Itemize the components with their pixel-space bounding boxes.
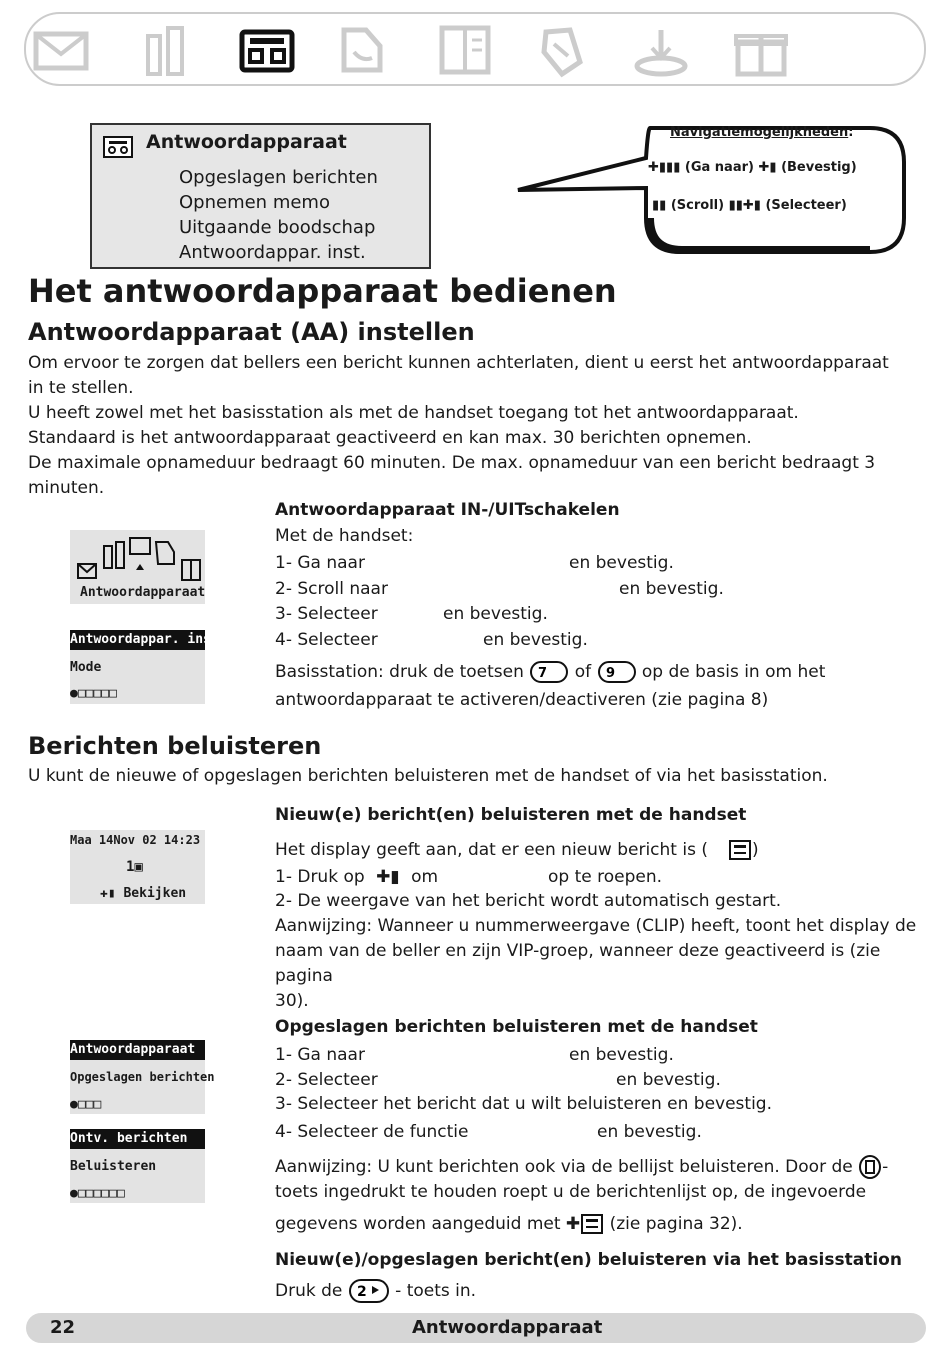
phonebook-icon <box>436 22 494 78</box>
envelope-icon <box>32 22 90 78</box>
footer-section: Antwoordapparaat <box>412 1317 603 1338</box>
lcd-date: Maa 14Nov 02 14:23 <box>70 833 201 847</box>
tools-icon <box>138 22 196 78</box>
saved-note-1: Aanwijzing: U kunt berichten ook via de bellijst beluisteren. Door de - <box>275 1154 888 1180</box>
lcd-screen-new-message <box>70 830 205 904</box>
new-msg-notes: 2- De weergave van het bericht wordt automatisch gestart. Aanwijzing: Wanneer u nummerweergave (CLIP) heeft, toont het display de naam van de beller en zijn VIP-groep, wanneer deze geactiveerd is (zie pagina 30). <box>275 891 917 1011</box>
svg-text:9: 9 <box>605 666 615 681</box>
message-icon <box>728 839 752 861</box>
message-icon: ▣ <box>134 859 143 875</box>
nav-title: Navigatiemogelijkheden: <box>670 125 854 140</box>
menu-box <box>90 123 431 269</box>
clock-phone-icon <box>534 22 592 78</box>
nav-line-1: ✚▮▮▮ (Ga naar) ✚▮ (Bevestig) <box>648 160 857 175</box>
lcd-scroll-dots: ●□□□□□ <box>70 686 117 701</box>
saved-note-3: gegevens worden aangeduid met ✚ (zie pagina 32). <box>275 1214 743 1234</box>
page-number: 22 <box>50 1317 76 1338</box>
step-4: 4- Selecteer en bevestig. <box>275 630 588 650</box>
lcd-screen-menu <box>70 530 205 604</box>
lcd-line: Mode <box>70 660 102 675</box>
call-log-key-icon <box>858 1154 882 1180</box>
top-menu-strip <box>24 12 926 86</box>
lcd-line: Beluisteren <box>70 1159 157 1174</box>
section-intro: Om ervoor te zorgen dat bellers een bericht kunnen achterlaten, dient u eerst het antwoordapparaat in te stellen. U heeft zowel met het basisstation als met de handset toegang tot het antwoordapparaat. Standaard is het antwoordapparaat geactiveerd en kan max. 30 berichten opnemen. De maximale opnameduur bedraagt 60 minuten. De max. opnameduur van een bericht bedraagt 3 minuten. <box>28 353 889 498</box>
lcd-screen-mode <box>70 630 227 704</box>
scroll-key-icon: ▮▮ <box>666 160 681 175</box>
scroll-key-icon: ▮▮ <box>652 198 667 213</box>
scroll-key-icon: ▮▮ <box>728 198 743 213</box>
step-1: 1- Ga naar en bevestig. <box>275 553 674 573</box>
phone-note-icon <box>336 22 394 78</box>
saved-note-2: toets ingedrukt te houden roept u de berichtenlijst op, de ingevoerde <box>275 1182 867 1202</box>
base-instruction: Basisstation: druk de toetsen 7 of 9 op de basis in om het <box>275 662 826 682</box>
confirm-key-icon: ✚▮ <box>648 160 667 175</box>
step-2: 2- Selecteer en bevestig. <box>275 1070 721 1090</box>
lcd-label: Antwoordapparaat <box>80 585 206 600</box>
confirm-key-icon: ✚▮ <box>742 198 761 213</box>
base-play-instruction: Druk de 2 - toets in. <box>275 1278 476 1304</box>
confirm-key-icon: ✚▮ <box>758 160 777 175</box>
step-4: 4- Selecteer de functie en bevestig. <box>275 1122 702 1142</box>
page-title: Het antwoordapparaat bedienen <box>28 272 617 310</box>
section-intro: U kunt de nieuwe of opgeslagen berichten beluisteren met de handset of via het basisstation. <box>28 766 828 786</box>
base-instruction-cont: antwoordapparaat te activeren/deactiveren (zie pagina 8) <box>275 690 769 710</box>
lcd-screen-received <box>70 1129 205 1203</box>
key-7-icon <box>529 660 569 684</box>
menu-title: Antwoordapparaat <box>146 131 347 153</box>
lcd-header: Antwoordapparaat <box>70 1040 205 1060</box>
step-3: 3- Selecteer en bevestig. <box>275 604 548 624</box>
confirm-key-icon: ✚ <box>565 1214 581 1234</box>
menu-item: Opgeslagen berichten <box>179 167 378 188</box>
nav-line-2: ▮▮ (Scroll) ▮▮✚▮ (Selecteer) <box>652 198 847 213</box>
menu-item: Uitgaande boodschap <box>179 217 376 238</box>
lcd-menu-icons <box>74 536 202 582</box>
new-msg-line-1: Het display geeft aan, dat er een nieuw bericht is ( ) <box>275 840 759 860</box>
svg-text:7: 7 <box>538 666 548 681</box>
lcd-header: Antwoordappar. inst. <box>70 630 205 650</box>
message-icon <box>580 1213 604 1235</box>
answering-machine-icon <box>102 135 134 159</box>
step-1: 1- Ga naar en bevestig. <box>275 1045 674 1065</box>
step-2: 2- Scroll naar en bevestig. <box>275 579 724 599</box>
lcd-header: Ontv. berichten <box>70 1129 205 1149</box>
key-9-icon <box>597 660 637 684</box>
menu-item: Antwoordappar. inst. <box>179 242 366 263</box>
lcd-screen-saved <box>70 1040 215 1114</box>
subsection-heading: Opgeslagen berichten beluisteren met de handset <box>275 1017 758 1037</box>
confirm-key-icon: ✚▮ <box>100 886 124 901</box>
page-footer <box>26 1313 926 1343</box>
menu-items <box>179 165 378 265</box>
lcd-line: Opgeslagen berichten <box>70 1070 215 1084</box>
section-heading: Antwoordapparaat (AA) instellen <box>28 318 475 346</box>
svg-text:2: 2 <box>356 1284 367 1300</box>
step-3: 3- Selecteer het bericht dat u wilt beluisteren en bevestig. <box>275 1094 772 1114</box>
gift-icon <box>732 22 790 78</box>
new-msg-line-2: 1- Druk op ✚▮ om op te roepen. <box>275 867 663 887</box>
hand-stand-icon <box>632 22 690 78</box>
lcd-action: ✚▮ Bekijken <box>100 886 187 901</box>
subsection-heading: Nieuw(e) bericht(en) beluisteren met de handset <box>275 805 747 825</box>
lcd-count: 1▣ <box>126 859 143 875</box>
section-heading: Berichten beluisteren <box>28 732 322 760</box>
confirm-key-icon: ✚▮ <box>376 867 400 887</box>
lcd-scroll-dots: ●□□□ <box>70 1097 102 1112</box>
subsection-heading: Antwoordapparaat IN-/UITschakelen <box>275 500 620 520</box>
onoff-intro: Met de handset: <box>275 526 414 546</box>
key-2-play-icon <box>348 1278 390 1304</box>
subsection-heading: Nieuw(e)/opgeslagen bericht(en) beluisteren via het basisstation <box>275 1250 902 1270</box>
answering-machine-icon <box>238 22 296 78</box>
menu-item: Opnemen memo <box>179 192 330 213</box>
lcd-scroll-dots: ●□□□□□□ <box>70 1186 125 1201</box>
